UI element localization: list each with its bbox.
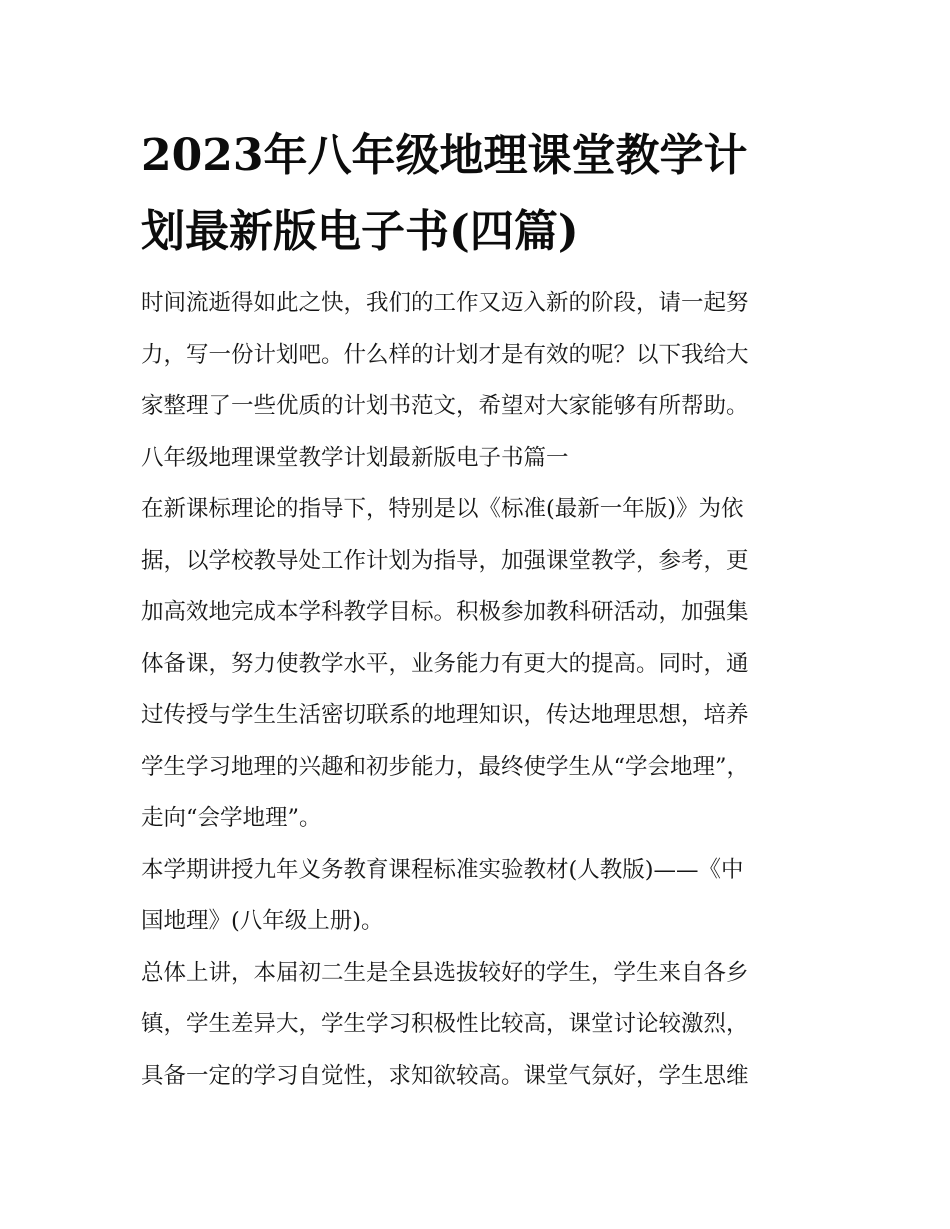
text-line: 总体上讲，本届初二生是全县选拔较好的学生，学生来自各乡	[141, 959, 749, 986]
document-body	[141, 118, 813, 1102]
document-title	[141, 118, 813, 270]
text-line: 据，以学校教导处工作计划为指导，加强课堂教学，参考，更	[141, 547, 749, 574]
body-paragraph	[141, 948, 813, 1103]
section-heading	[141, 433, 813, 485]
text-line: 体备课，努力使教学水平，业务能力有更大的提高。同时，通	[141, 650, 749, 677]
text-line: 加高效地完成本学科教学目标。积极参加教科研活动，加强集	[141, 599, 749, 625]
text-line: 在新课标理论的指导下，特别是以《标准(最新一年版)》为依	[141, 496, 744, 522]
title-line: 2023年八年级地理课堂教学计	[141, 130, 748, 181]
text-line: 国地理》(八年级上册)。	[141, 908, 384, 934]
text-line: 走向“会学地理”。	[141, 805, 322, 831]
text-line: 具备一定的学习自觉性，求知欲较高。课堂气氛好，学生思维	[141, 1062, 749, 1089]
body-paragraph	[141, 484, 813, 845]
text-line: 时间流逝得如此之快，我们的工作又迈入新的阶段，请一起努	[141, 290, 749, 316]
text-line: 本学期讲授九年义务教育课程标准实验教材(人教版)——《中	[141, 856, 744, 883]
text-line: 镇，学生差异大，学生学习积极性比较高，课堂讨论较激烈，	[141, 1011, 749, 1037]
intro-paragraph	[141, 278, 813, 433]
text-line: 过传授与学生生活密切联系的地理知识，传达地理思想，培养	[141, 702, 749, 728]
text-line: 八年级地理课堂教学计划最新版电子书篇一	[141, 444, 569, 471]
title-line: 划最新版电子书(四篇)	[141, 206, 579, 257]
text-line: 力，写一份计划吧。什么样的计划才是有效的呢？以下我给大	[141, 341, 749, 368]
body-paragraph	[141, 845, 813, 948]
text-line: 家整理了一些优质的计划书范文，希望对大家能够有所帮助。	[141, 393, 749, 419]
text-line: 学生学习地理的兴趣和初步能力，最终使学生从“学会地理”，	[141, 753, 750, 780]
